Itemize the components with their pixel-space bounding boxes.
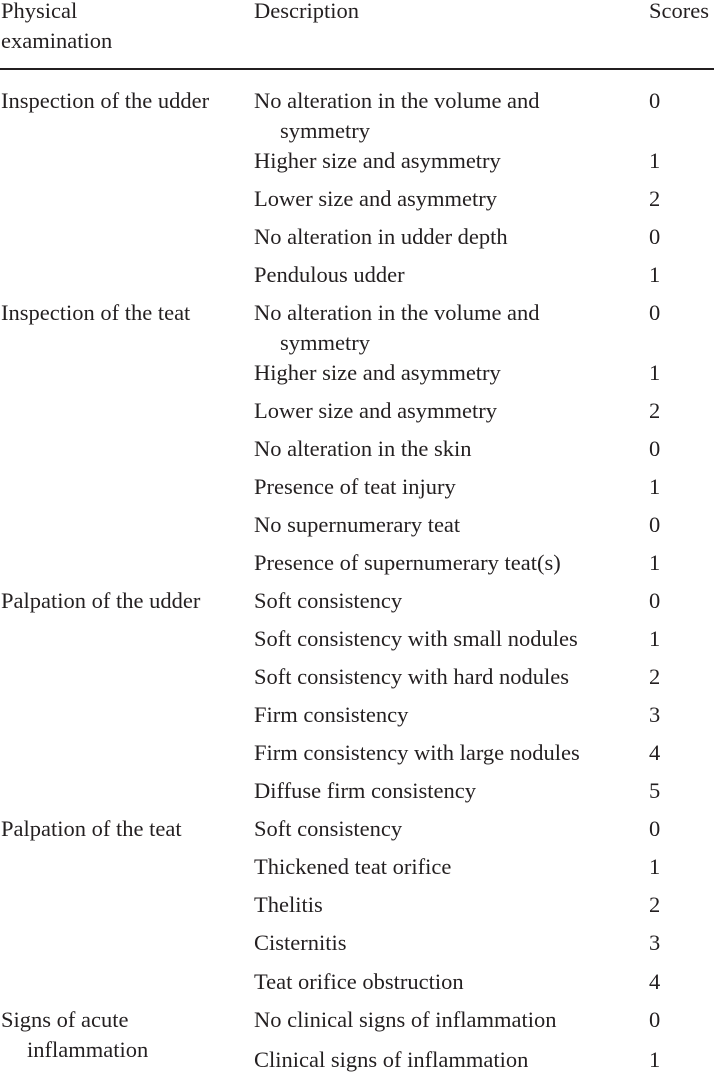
table-header bbox=[0, 0, 714, 56]
score-cell: 2 bbox=[649, 664, 661, 689]
description-cell: Teat orifice obstruction bbox=[254, 969, 464, 994]
description-cell: Higher size and asymmetry bbox=[254, 148, 501, 173]
score-cell: 0 bbox=[649, 88, 661, 113]
description-cell: Higher size and asymmetry bbox=[254, 360, 501, 385]
score-cell: 0 bbox=[649, 1007, 661, 1032]
score-cell: 0 bbox=[649, 512, 661, 537]
description-cell: Pendulous udder bbox=[254, 262, 405, 287]
description-cell: Diffuse firm consistency bbox=[254, 778, 477, 803]
score-cell: 0 bbox=[649, 588, 661, 613]
header-rule bbox=[0, 68, 714, 70]
description-cell: Clinical signs of inflammation bbox=[254, 1047, 529, 1072]
description-cell: Cisternitis bbox=[254, 930, 347, 955]
description-cell: Lower size and asymmetry bbox=[254, 398, 498, 423]
exam-cell: Palpation of the udder bbox=[1, 588, 201, 613]
description-cell: Lower size and asymmetry bbox=[254, 186, 498, 211]
score-cell: 1 bbox=[649, 360, 661, 385]
score-cell: 1 bbox=[649, 262, 661, 287]
description-cell: No clinical signs of inflammation bbox=[254, 1007, 557, 1032]
score-cell: 1 bbox=[649, 148, 661, 173]
description-cell: Presence of supernumerary teat(s) bbox=[254, 550, 561, 575]
description-cell: Soft consistency bbox=[254, 588, 403, 613]
score-cell: 0 bbox=[649, 816, 661, 841]
description-cell: Firm consistency with large nodules bbox=[254, 740, 580, 765]
score-cell: 1 bbox=[649, 854, 661, 879]
score-cell: 3 bbox=[649, 702, 661, 727]
score-cell: 2 bbox=[649, 398, 661, 423]
score-cell: 4 bbox=[649, 740, 661, 765]
header-scores: Scores bbox=[649, 0, 709, 23]
description-cell: No alteration in the volume and symmetry bbox=[254, 300, 540, 355]
description-cell: Soft consistency bbox=[254, 816, 403, 841]
exam-cell: Signs of acute inflammation bbox=[1, 1007, 149, 1062]
score-cell: 0 bbox=[649, 224, 661, 249]
description-cell: No supernumerary teat bbox=[254, 512, 461, 537]
score-cell: 0 bbox=[649, 300, 661, 325]
score-cell: 2 bbox=[649, 892, 661, 917]
score-cell: 1 bbox=[649, 626, 661, 651]
description-cell: Thickened teat orifice bbox=[254, 854, 452, 879]
description-cell: Soft consistency with hard nodules bbox=[254, 664, 569, 689]
exam-cell: Palpation of the teat bbox=[1, 816, 182, 841]
description-cell: Presence of teat injury bbox=[254, 474, 456, 499]
score-cell: 2 bbox=[649, 186, 661, 211]
description-cell: No alteration in the skin bbox=[254, 436, 472, 461]
score-cell: 5 bbox=[649, 778, 661, 803]
description-cell: Soft consistency with small nodules bbox=[254, 626, 578, 651]
header-description: Description bbox=[254, 0, 359, 23]
score-cell: 1 bbox=[649, 474, 661, 499]
score-cell: 4 bbox=[649, 969, 661, 994]
score-cell: 1 bbox=[649, 1047, 661, 1072]
description-cell: No alteration in the volume and symmetry bbox=[254, 88, 540, 143]
exam-cell: Inspection of the teat bbox=[1, 300, 191, 325]
score-cell: 3 bbox=[649, 930, 661, 955]
description-cell: No alteration in udder depth bbox=[254, 224, 508, 249]
exam-cell: Inspection of the udder bbox=[1, 88, 210, 113]
description-cell: Firm consistency bbox=[254, 702, 409, 727]
description-cell: Thelitis bbox=[254, 892, 323, 917]
score-cell: 0 bbox=[649, 436, 661, 461]
score-cell: 1 bbox=[649, 550, 661, 575]
header-physical-examination: Physical examination bbox=[1, 0, 113, 53]
